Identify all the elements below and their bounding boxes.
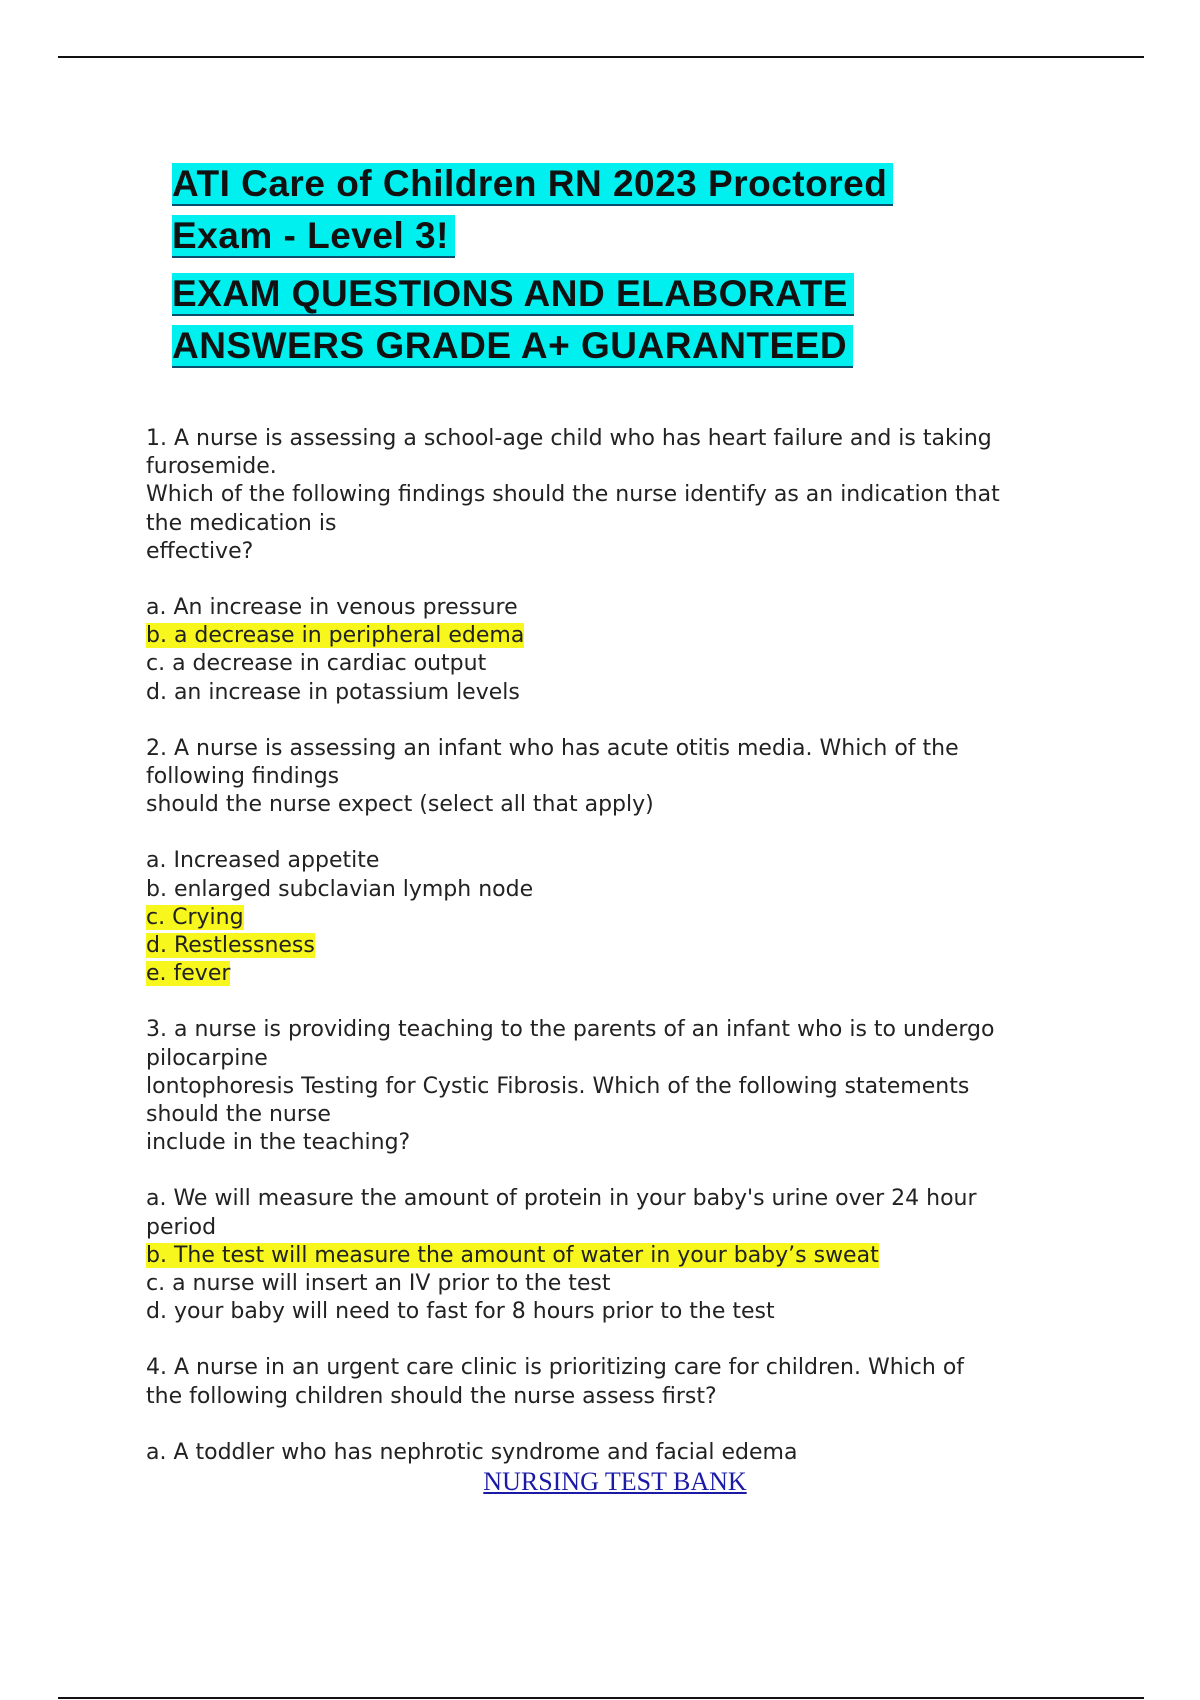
question-text: 2. A nurse is assessing an infant who has acute otitis media. Which of the xyxy=(146,735,959,761)
option-c: c. a nurse will insert an IV prior to the test xyxy=(146,1271,611,1297)
question-text: the medication is xyxy=(146,510,337,536)
question-text: following findings xyxy=(146,764,340,790)
question-text: Which of the following findings should the nurse identify as an indication that xyxy=(146,482,1000,508)
question-text: lontophoresis Testing for Cystic Fibrosis. Which of the following statements xyxy=(146,1073,970,1099)
option-a: a. Increased appetite xyxy=(146,848,380,874)
answer-options xyxy=(146,1185,1086,1326)
option-a: a. A toddler who has nephrotic syndrome and facial edema xyxy=(146,1439,798,1465)
nursing-test-bank-link[interactable]: NURSING TEST BANK xyxy=(483,1467,747,1496)
question-4 xyxy=(146,1354,1086,1467)
option-b-correct: b. The test will measure the amount of water in your baby’s sweat xyxy=(146,1242,879,1268)
option-c-correct: c. Crying xyxy=(146,904,244,930)
question-text: effective? xyxy=(146,538,254,564)
question-text: should the nurse expect (select all that apply) xyxy=(146,792,654,818)
title-line-4: ANSWERS GRADE A+ GUARANTEED xyxy=(172,320,1072,372)
option-d-correct: d. Restlessness xyxy=(146,933,315,959)
answer-options xyxy=(146,594,1086,707)
answer-options xyxy=(146,1439,1086,1467)
bottom-rule xyxy=(58,1697,1144,1699)
question-text: include in the teaching? xyxy=(146,1130,411,1156)
option-a: a. An increase in venous pressure xyxy=(146,595,518,621)
footer-link-container xyxy=(0,1467,1200,1497)
option-a: a. We will measure the amount of protein in your baby's urine over 24 hour xyxy=(146,1186,977,1212)
question-2 xyxy=(146,735,1086,989)
question-3 xyxy=(146,1016,1086,1326)
answer-options xyxy=(146,847,1086,988)
top-rule xyxy=(58,56,1144,58)
document-title xyxy=(172,158,1072,372)
option-b: b. enlarged subclavian lymph node xyxy=(146,876,534,902)
title-line-1: ATI Care of Children RN 2023 Proctored xyxy=(172,158,1072,210)
option-b-correct: b. a decrease in peripheral edema xyxy=(146,623,525,649)
question-text: pilocarpine xyxy=(146,1045,268,1071)
question-text: 3. a nurse is providing teaching to the parents of an infant who is to undergo xyxy=(146,1017,995,1043)
question-text: furosemide. xyxy=(146,454,277,480)
title-line-3: EXAM QUESTIONS AND ELABORATE xyxy=(172,268,1072,320)
option-e-correct: e. fever xyxy=(146,961,231,987)
question-text: should the nurse xyxy=(146,1102,331,1128)
question-list xyxy=(146,425,1086,1495)
question-1 xyxy=(146,425,1086,707)
question-text: the following children should the nurse assess first? xyxy=(146,1383,717,1409)
option-c: c. a decrease in cardiac output xyxy=(146,651,487,677)
question-text: 4. A nurse in an urgent care clinic is prioritizing care for children. Which of xyxy=(146,1355,965,1381)
option-d: d. your baby will need to fast for 8 hours prior to the test xyxy=(146,1299,775,1325)
option-d: d. an increase in potassium levels xyxy=(146,679,520,705)
option-a-continued: period xyxy=(146,1214,217,1240)
title-line-2: Exam - Level 3! xyxy=(172,210,1072,262)
question-text: 1. A nurse is assessing a school-age child who has heart failure and is taking xyxy=(146,426,992,451)
